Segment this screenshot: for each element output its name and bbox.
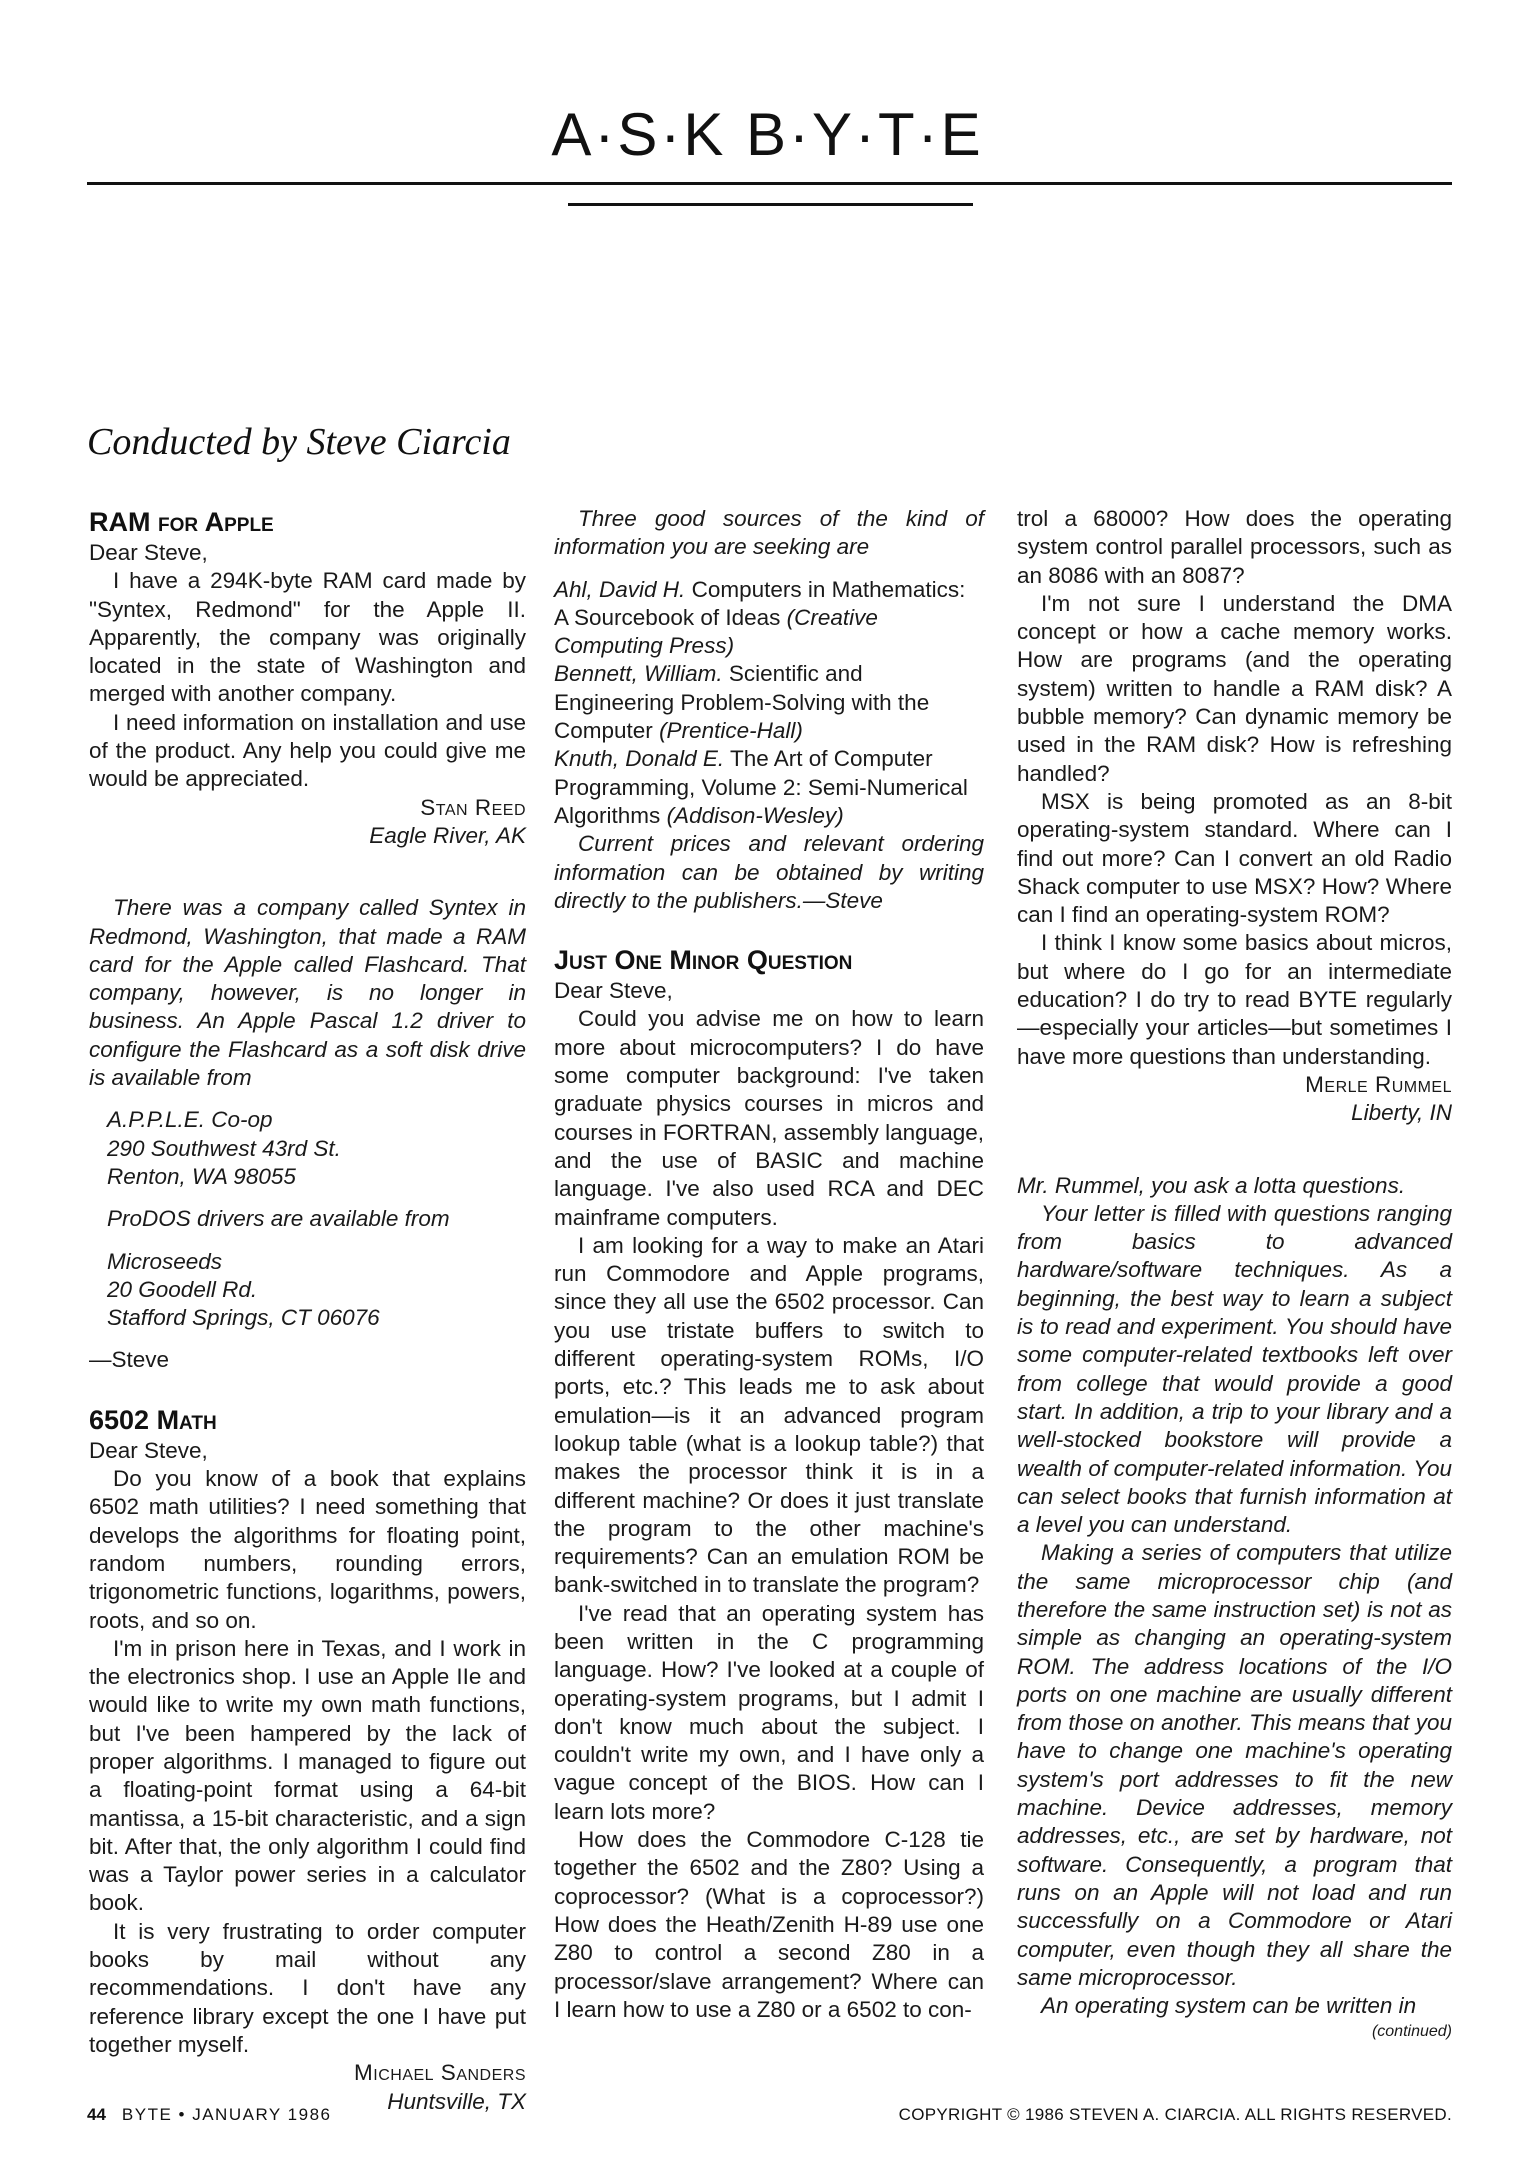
salutation: Dear Steve, [89,540,208,565]
letter-paragraph: I have a 294K-byte RAM card made by "Syntex, Redmond" for the Apple II. Apparently, the company was originally located in the state of Washington and merged with another company. [89,568,526,707]
footer-folio [87,2105,332,2125]
reference-entry [554,576,984,661]
section-heading: 6502 Math [89,1404,217,1435]
masthead-rule [87,182,1452,185]
letter-paragraph: trol a 68000? How does the operating system control parallel processors, such as an 8086 with an 8087? [1017,506,1452,588]
reference-title: Computers in Mathematics: A Sourcebook of Ideas [554,576,966,630]
address-line: Microseeds [107,1248,223,1274]
letter-paragraph: Could you advise me on how to learn more about microcomputers? I do have some computer background: I've taken graduate physics courses in micros and courses in FORTRAN, assembly language, and the use of BASIC and machine language. I've also used RCA and DEC mainframe computers. [554,1006,984,1230]
signature-place: Eagle River, AK [369,822,526,848]
reference-publisher: (Creative Computing Press) [554,604,878,659]
page-number: 44 [87,2105,106,2124]
section-heading: Just One Minor Question [554,945,853,976]
section-heading: RAM for Apple [89,507,274,537]
address-line: 290 Southwest 43rd St. [107,1135,341,1161]
letter-paragraph: I'm not sure I understand the DMA concept or how a cache memory works. How are programs (and the operating system) written to handle a RAM disk? A bubble memory? Can dynamic memory be used in the RAM disk? How is refreshing handled? [1017,590,1452,786]
issue-label: BYTE • JANUARY 1986 [121,2105,332,2124]
reply-paragraph: Current prices and relevant ordering information can be obtained by writing directly to the publishers.—Steve [554,831,984,913]
signature-place: Huntsville, TX [387,2088,526,2114]
masthead-underline [568,203,973,206]
reference-author: Bennett, William. [554,661,723,687]
byline: Conducted by Steve Ciarcia [87,421,511,463]
page-footer [87,2105,1452,2135]
address-line: A.P.P.L.E. Co-op [107,1107,273,1133]
reference-entry [554,745,984,830]
reply-paragraph: ProDOS drivers are available from [107,1206,450,1232]
letter-paragraph: Do you know of a book that explains 6502 math utilities? I need something that develops the algorithms for floating point, random numbers, rounding errors, trigonometric functions, logarithms, powers, roots, and so on. [89,1466,526,1633]
reference-publisher: (Prentice-Hall) [659,718,803,744]
letter-paragraph: I'm in prison here in Texas, and I work in the electronics shop. I use an Apple IIe and would like to write my own math functions, but I've been hampered by the lack of proper algorithms. I managed to figure out a floating-point format using a 64-bit mantissa, a 15-bit characteristic, and a sign bit. After that, the only algorithm I could find was a Taylor power series in a calculator book. [89,1635,526,1916]
letter-paragraph: I think I know some basics about micros, but where do I go for an intermediate education? I do try to read BYTE regularly—especially your articles—but sometimes I have more questions than understanding. [1017,930,1452,1069]
reply-paragraph: Three good sources of the kind of information you are seeking are [554,506,984,560]
column-3 [1017,505,1452,2044]
letter-paragraph: I've read that an operating system has been written in the C programming language. How? I've looked at a couple of operating-system programs, but I admit I don't know much about the subject. I couldn't write my own, and I have only a vague concept of the BIOS. How can I learn lots more? [554,1600,984,1824]
signature-name: Merle Rummel [1305,1071,1452,1097]
reply-paragraph: There was a company called Syntex in Redmond, Washington, that made a RAM card for the Apple called Flashcard. That company, however, is no longer in business. An Apple Pascal 1.2 driver to configure the Flashcard as a soft disk drive is available from [89,895,526,1091]
address-line: 20 Goodell Rd. [107,1276,258,1302]
reference-title: Scientific and Engineering Problem-Solving with the Computer [554,661,930,744]
reply-paragraph: Making a series of computers that utilize the same microprocessor chip (and therefore the same instruction set) is not as simple as changing an operating-system ROM. The address locations of the I/O ports on one machine are usually different from those on another. This means that you have to change one machine's operating system's port addresses to fit the new machine. Device addresses, memory addresses, etc., are set by hardware, not software. Consequently, a program that runs on an Apple will not load and run successfully on a Commodore or Atari computer, even though they all share the same microprocessor. [1017,1540,1452,1990]
salutation: Dear Steve, [89,1437,208,1463]
letter-paragraph: I need information on installation and use of the product. Any help you could give me would be appreciated. [89,709,526,792]
letter-paragraph: MSX is being promoted as an 8-bit operating-system standard. Where can I find out more? Can I convert an old Radio Shack computer to use MSX? How? Where can I find an operating-system ROM? [1017,788,1452,928]
reference-publisher: (Addison-Wesley) [666,802,844,828]
letter-paragraph: I am looking for a way to make an Atari run Commodore and Apple programs, since they all use the 6502 processor. Can you use tristate buffers to switch to different operating-system ROMs, I/O ports, etc.? This leads me to ask about emulation—is it an advanced program lookup table (what is a lookup table?) that makes the processor think it is in a different machine? Or does it just translate the program to the other machine's requirements? Can an emulation ROM be bank-switched in to translate the program? [554,1232,984,1598]
reply-paragraph: An operating system can be written in [1041,1993,1417,2019]
reference-author: Knuth, Donald E. [554,746,725,772]
reply-paragraph: Your letter is filled with questions ranging from basics to advanced hardware/software techniques. As a beginning, the best way to learn a subject is to read and experiment. You should have some computer-related textbooks left over from college that would provide a good start. In addition, a trip to your library and a well-stocked bookstore will provide a wealth of computer-related information. You can select books that furnish information at a level you can understand. [1017,1200,1452,1538]
column-2 [554,505,984,2024]
letter-paragraph: It is very frustrating to order computer books by mail without any recommendations. I don't have any reference library except the one I have put together myself. [89,1918,526,2057]
address-line: Renton, WA 98055 [107,1163,296,1189]
page-title: A·S·K B·Y·T·E [551,101,984,168]
reference-title: The Art of Computer Programming, Volume 2: Semi-Numerical Algorithms [554,746,968,828]
address-line: Stafford Springs, CT 06076 [107,1305,380,1331]
masthead [0,0,1535,220]
copyright-notice: COPYRIGHT © 1986 STEVEN A. CIARCIA. ALL RIGHTS RESERVED. [898,2105,1452,2124]
signature-name: Stan Reed [420,794,526,820]
signature-place: Liberty, IN [1351,1100,1452,1126]
reference-author: Ahl, David H. [554,576,686,602]
reference-entry [554,660,984,745]
signature-name: Michael Sanders [354,2060,526,2086]
reply-paragraph: Mr. Rummel, you ask a lotta questions. [1017,1172,1406,1198]
reply-signoff: —Steve [89,1347,170,1373]
letter-paragraph: How does the Commodore C-128 tie together the 6502 and the Z80? Using a coprocessor? (What is a coprocessor?) How does the Heath/Zenith H-89 use one Z80 to control a second Z80 in a processor/slave arrangement? Where can I learn how to use a Z80 or a 6502 to con- [554,1827,984,2022]
continued-note: (continued) [1371,2023,1452,2041]
column-1 [89,505,526,2116]
salutation: Dear Steve, [554,978,673,1004]
